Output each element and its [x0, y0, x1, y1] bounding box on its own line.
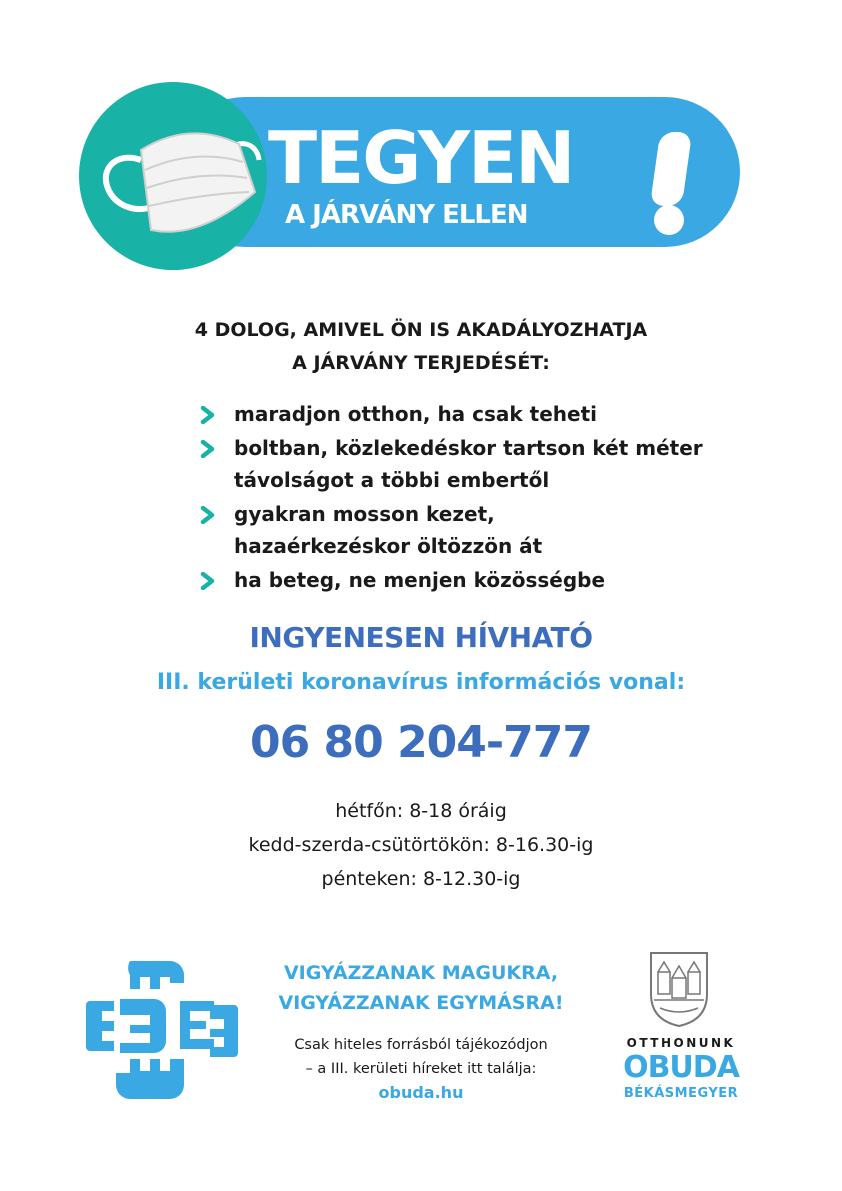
- obuda-emblem-icon: [84, 955, 244, 1105]
- header-subtitle: A JÁRVÁNY ELLEN: [285, 200, 528, 230]
- list-item-text-cont: távolságot a többi embertől: [234, 468, 550, 492]
- website-link[interactable]: obuda.hu: [378, 1083, 464, 1102]
- list-item: [198, 564, 758, 596]
- hours-line: hétfőn: 8-18 óráig: [335, 800, 507, 822]
- face-mask-icon: [79, 82, 267, 270]
- hours-line: pénteken: 8-12.30-ig: [321, 868, 521, 890]
- free-call-heading: INGYENESEN HÍVHATÓ: [249, 621, 593, 654]
- info-line-1: Csak hiteles forrásból tájékozódjon: [294, 1037, 548, 1053]
- advice-list: [198, 398, 758, 598]
- chevron-right-icon: [200, 572, 216, 590]
- phone-number: 06 80 204-777: [249, 717, 593, 768]
- list-item-text: maradjon otthon, ha csak teheti: [234, 402, 598, 426]
- chevron-right-icon: [200, 440, 216, 458]
- info-line-2: – a III. kerületi híreket itt találja:: [305, 1061, 537, 1077]
- list-item: [198, 498, 758, 562]
- brand-name: OBUDA: [623, 1050, 739, 1085]
- header-title: TEGYEN: [268, 116, 574, 200]
- slogan-line-1: VIGYÁZZANAK MAGUKRA,: [283, 962, 559, 984]
- chevron-right-icon: [200, 406, 216, 424]
- list-item-text: ha beteg, ne menjen közösségbe: [234, 568, 606, 592]
- list-item-text: gyakran mosson kezet,: [234, 502, 495, 526]
- list-item-text: boltban, közlekedéskor tartson két méter: [234, 436, 703, 460]
- hotline-label: III. kerületi koronavírus információs vonal:: [156, 670, 686, 695]
- intro-line-1: 4 DOLOG, AMIVEL ÖN IS AKADÁLYOZHATJA: [194, 319, 648, 341]
- exclamation-dot: [654, 205, 684, 235]
- brand-tagline: OTTHONUNK: [626, 1036, 736, 1050]
- brand-district: BÉKÁSMEGYER: [623, 1086, 739, 1101]
- chevron-right-icon: [200, 506, 216, 524]
- hours-line: kedd-szerda-csütörtökön: 8-16.30-ig: [248, 834, 594, 856]
- list-item: [198, 398, 758, 430]
- coat-of-arms-icon: [648, 950, 710, 1028]
- intro-line-2: A JÁRVÁNY TERJEDÉSÉT:: [292, 352, 550, 374]
- slogan-line-2: VIGYÁZZANAK EGYMÁSRA!: [278, 992, 564, 1014]
- list-item: [198, 432, 758, 496]
- list-item-text-cont: hazaérkezéskor öltözzön át: [234, 534, 543, 558]
